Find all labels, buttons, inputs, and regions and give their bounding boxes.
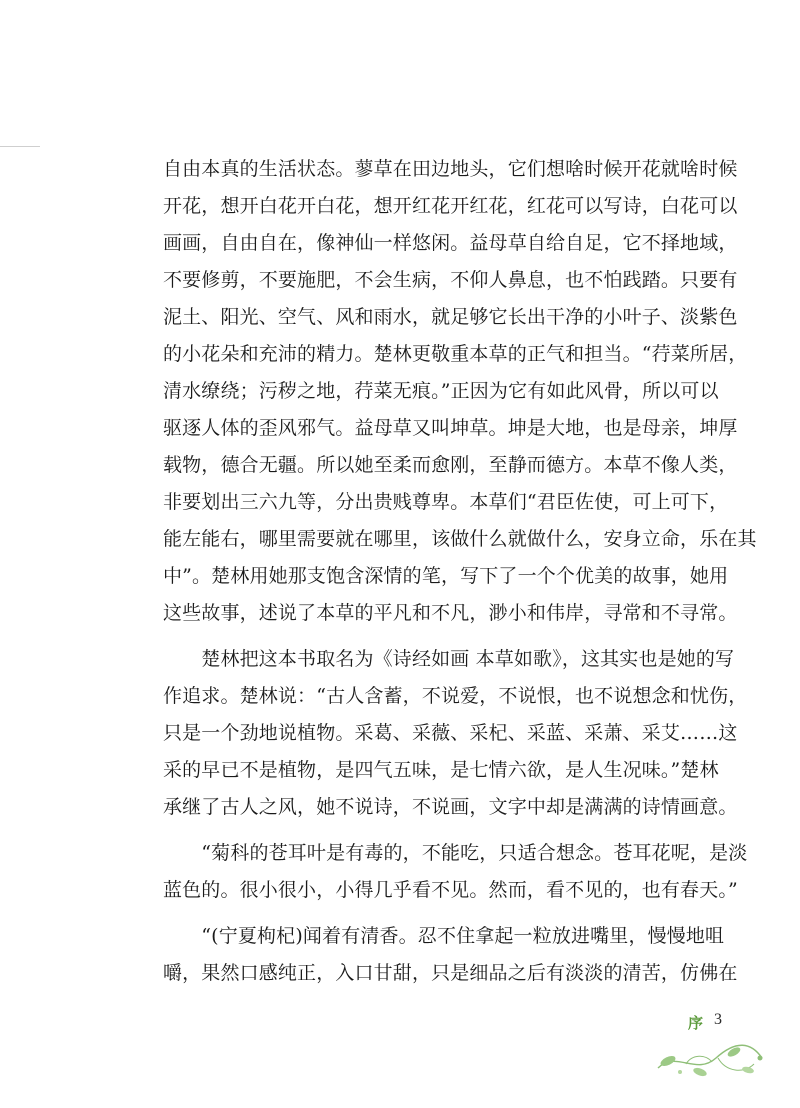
text-line: 非要划出三六九等，分出贵贱尊卑。本草们“君臣佐使，可上可下， <box>163 491 729 513</box>
text-line: 作追求。楚林说：“古人含蓄，不说爱，不说恨，也不说想念和忧伤， <box>163 685 748 707</box>
paragraph-start-line: “菊科的苍耳叶是有毒的，不能吃，只适合想念。苍耳花呢，是淡 <box>163 842 748 864</box>
corner-rule <box>0 146 40 147</box>
section-label: 序 <box>688 1014 704 1032</box>
text-line: 中”。楚林用她那支饱含深情的笔，写下了一个个优美的故事，她用 <box>163 565 729 587</box>
paragraph-start-line: “(宁夏枸杞)闻着有清香。忍不住拿起一粒放进嘴里，慢慢地咀 <box>163 925 725 947</box>
text-line: 不要修剪，不要施肥，不会生病，不仰人鼻息，也不怕践踏。只要有 <box>163 269 738 291</box>
text-line: 承继了古人之风，她不说诗，不说画，文字中却是满满的诗情画意。 <box>163 796 738 818</box>
page-footer <box>656 1012 766 1092</box>
text-line: 蓝色的。很小很小，小得几乎看不见。然而，看不见的，也有春天。” <box>163 879 738 901</box>
text-line: 这些故事，述说了本草的平凡和不凡，渺小和伟岸，寻常和不寻常。 <box>163 602 738 624</box>
vine-ornament-icon <box>656 1028 766 1088</box>
text-line: 画画，自由自在，像神仙一样悠闲。益母草自给自足，它不择地域， <box>163 232 738 254</box>
text-line: 载物，德合无疆。所以她至柔而愈刚，至静而德方。本草不像人类， <box>163 454 738 476</box>
body-text <box>163 151 757 992</box>
text-line: 嚼，果然口感纯正，入口甘甜，只是细品之后有淡淡的清苦，仿佛在 <box>163 962 738 984</box>
page-number: 3 <box>714 1011 722 1028</box>
text-line: 驱逐人体的歪风邪气。益母草又叫坤草。坤是大地，也是母亲，坤厚 <box>163 417 738 439</box>
text-line: 的小花朵和充沛的精力。楚林更敬重本草的正气和担当。“荇菜所居， <box>163 343 748 365</box>
paragraph-start-line: 楚林把这本书取名为《诗经如画 本草如歌》，这其实也是她的写 <box>163 648 735 670</box>
text-line: 开花，想开白花开白花，想开红花开红花，红花可以写诗，白花可以 <box>163 195 738 217</box>
text-line: 采的早已不是植物，是四气五味，是七情六欲，是人生况味。”楚林 <box>163 759 719 781</box>
text-line: 能左能右，哪里需要就在哪里，该做什么就做什么，安身立命，乐在其 <box>163 528 757 550</box>
text-line: 只是一个劲地说植物。采葛、采薇、采杞、采蓝、采萧、采艾……这 <box>163 722 738 744</box>
text-line: 泥土、阳光、空气、风和雨水，就足够它长出干净的小叶子、淡紫色 <box>163 306 738 328</box>
text-line: 清水缭绕；污秽之地，荇菜无痕。”正因为它有如此风骨，所以可以 <box>163 380 719 402</box>
text-line: 自由本真的生活状态。蓼草在田边地头，它们想啥时候开花就啥时候 <box>163 158 738 180</box>
